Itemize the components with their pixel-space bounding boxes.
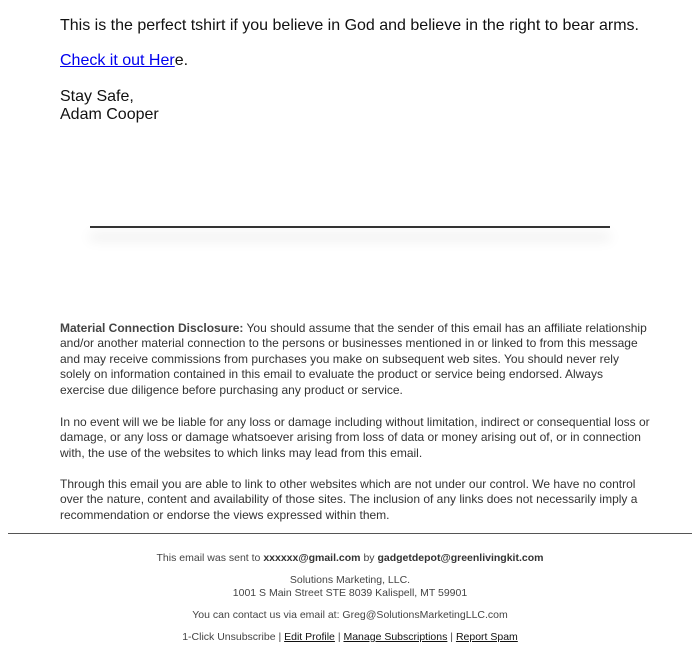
sent-by: by [360, 552, 378, 564]
company-name: Solutions Marketing, LLC. [289, 574, 411, 586]
external-links-notice: Through this email you are able to link to other websites which are not under our control. We have no control over the nature, content and availability of those sites. The inclusion of any links does not necessarily imply a recommendation or endorse the views expressed within them. [60, 477, 638, 522]
unsubscribe-text: 1-Click Unsubscribe [182, 631, 276, 643]
signoff-name: Adam Cooper [60, 106, 159, 123]
cta-tail: e. [174, 52, 189, 69]
footer-divider [8, 533, 692, 534]
report-spam-link[interactable]: Report Spam [455, 631, 518, 643]
check-it-out-link[interactable]: Check it out Her [60, 52, 175, 69]
manage-subscriptions-link[interactable]: Manage Subscriptions [343, 631, 448, 643]
company-address: 1001 S Main Street STE 8039 Kalispell, MT 59901 [232, 587, 468, 599]
sent-prefix: This email was sent to [156, 552, 264, 564]
separator: | [447, 631, 456, 643]
shadow-divider [90, 226, 610, 228]
edit-profile-link[interactable]: Edit Profile [284, 631, 335, 643]
recipient-email: xxxxxx@gmail.com [263, 552, 361, 564]
signoff-greeting: Stay Safe, [60, 88, 134, 105]
material-connection-disclosure [60, 321, 650, 398]
separator: | [275, 631, 285, 643]
footer-links [0, 631, 700, 644]
separator: | [334, 631, 344, 643]
cta-line [60, 52, 188, 70]
intro-text: This is the perfect tshirt if you believe in God and believe in the right to bear arms. [60, 17, 639, 34]
liability-notice: In no event will we be liable for any loss or damage including without limitation, indirect or consequential loss or damage, or any loss or damage whatsoever arising from loss of data or money arising out of, or in connection with, the use of the websites to which links may lead from this email. [60, 415, 650, 460]
contact-line: You can contact us via email at: Greg@SolutionsMarketingLLC.com [192, 609, 508, 621]
disclosure-label: Material Connection Disclosure: [60, 321, 244, 335]
sent-to-line [0, 552, 700, 565]
disclosure-text: You should assume that the sender of this email has an affiliate relationship and/or another material connection to the persons or businesses mentioned in or linked to from this message and may receive commissions from purchases you make on subsequent web sites. You should never rely solely on information contained in this email to evaluate the product or service being endorsed. Always exercise due diligence before purchasing any product or service. [60, 321, 647, 397]
sender-email: gadgetdepot@greenlivingkit.com [377, 552, 544, 564]
